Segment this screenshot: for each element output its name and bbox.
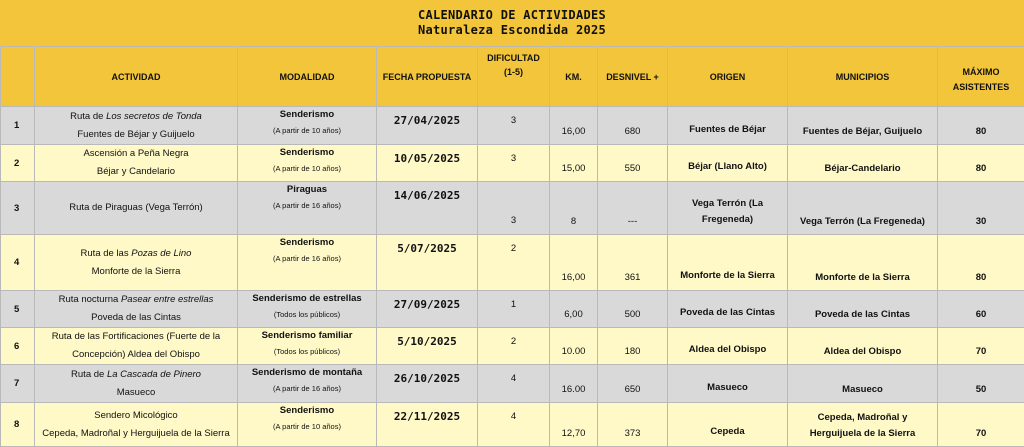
page-subtitle: Naturaleza Escondida 2025: [418, 23, 606, 38]
municipios: Aldea del Obispo: [788, 328, 938, 365]
dificultad: 4: [478, 365, 550, 403]
dificultad: 4: [478, 403, 550, 447]
table-row: [1, 365, 1024, 403]
municipios: Masueco: [788, 365, 938, 403]
municipios: Fuentes de Béjar, Guijuelo: [788, 107, 938, 145]
origen: Cepeda: [668, 403, 788, 447]
table-row: [1, 403, 1024, 447]
fecha: 27/04/2025: [377, 107, 478, 145]
maximo-asistentes: 30: [938, 182, 1024, 235]
dificultad: 3: [478, 145, 550, 182]
activity-title-text: Ruta nocturna: [59, 294, 121, 305]
origen: Fuentes de Béjar: [668, 107, 788, 145]
km: 6,00: [550, 291, 598, 328]
maximo-asistentes: 50: [938, 365, 1024, 403]
fecha: 27/09/2025: [377, 291, 478, 328]
header-origen: ORIGEN: [668, 47, 788, 107]
modalidad-age: (Todos los públicos): [241, 344, 373, 360]
header-row: [1, 47, 1024, 107]
header-maximo-label: MÁXIMO: [941, 67, 1021, 77]
activity-location: Fuentes de Béjar y Guijuelo: [38, 126, 234, 144]
origen: Aldea del Obispo: [668, 328, 788, 365]
activity-cell: [35, 291, 238, 328]
modalidad-cell: [238, 291, 377, 328]
header-desnivel: DESNIVEL +: [598, 47, 668, 107]
activity-title-text: Ruta de Piraguas (Vega Terrón): [69, 202, 202, 213]
municipios: Cepeda, Madroñal y Herguijuela de la Sierra: [788, 403, 938, 447]
activity-title-text: Ruta de las: [81, 248, 132, 259]
activity-title: [38, 291, 234, 309]
modalidad-age: (A partir de 16 años): [241, 198, 373, 214]
modalidad-age: (A partir de 16 años): [241, 251, 373, 267]
activity-cell: [35, 365, 238, 403]
activity-title-italic: Pasear entre estrellas: [121, 294, 213, 305]
km: 10.00: [550, 328, 598, 365]
activity-location: Monforte de la Sierra: [38, 263, 234, 281]
fecha: 14/06/2025: [377, 182, 478, 235]
activity-title: [38, 145, 234, 163]
modalidad: Senderismo: [241, 107, 373, 123]
activity-title-italic: Los secretos de Tonda: [106, 111, 202, 122]
header-fecha: FECHA PROPUESTA: [377, 47, 478, 107]
maximo-asistentes: 80: [938, 235, 1024, 291]
modalidad: Piraguas: [241, 182, 373, 198]
activities-table: [0, 46, 1024, 447]
title-band: [0, 0, 1024, 46]
municipios: Vega Terrón (La Fregeneda): [788, 182, 938, 235]
table-body: [1, 107, 1024, 447]
maximo-asistentes: 80: [938, 107, 1024, 145]
origen: Masueco: [668, 365, 788, 403]
origen: Béjar (Llano Alto): [668, 145, 788, 182]
maximo-asistentes: 70: [938, 403, 1024, 447]
km: 15,00: [550, 145, 598, 182]
row-number: 3: [1, 182, 35, 235]
header-maximo-label-2: ASISTENTES: [941, 82, 1021, 92]
table-row: [1, 328, 1024, 365]
origen: Monforte de la Sierra: [668, 235, 788, 291]
row-number: 7: [1, 365, 35, 403]
page-title: CALENDARIO DE ACTIVIDADES: [418, 8, 606, 23]
origen: Poveda de las Cintas: [668, 291, 788, 328]
modalidad-cell: [238, 235, 377, 291]
km: 16.00: [550, 365, 598, 403]
modalidad: Senderismo familiar: [241, 328, 373, 344]
modalidad: Senderismo: [241, 145, 373, 161]
row-number: 4: [1, 235, 35, 291]
modalidad-age: (A partir de 16 años): [241, 381, 373, 397]
row-number: 6: [1, 328, 35, 365]
header-municipios: MUNICIPIOS: [788, 47, 938, 107]
activity-title-text: Ruta de las Fortificaciones (Fuerte de la: [52, 331, 220, 342]
modalidad: Senderismo: [241, 235, 373, 251]
activity-title: [38, 245, 234, 263]
desnivel: 180: [598, 328, 668, 365]
activity-title-italic: Pozas de Lino: [131, 248, 191, 259]
fecha: 26/10/2025: [377, 365, 478, 403]
desnivel: 361: [598, 235, 668, 291]
activity-cell: [35, 235, 238, 291]
modalidad: Senderismo de montaña: [241, 365, 373, 381]
municipios: Poveda de las Cintas: [788, 291, 938, 328]
dificultad: 3: [478, 182, 550, 235]
activity-title: [38, 108, 234, 126]
maximo-asistentes: 80: [938, 145, 1024, 182]
table-row: [1, 291, 1024, 328]
municipios: Béjar-Candelario: [788, 145, 938, 182]
dificultad: 2: [478, 328, 550, 365]
desnivel: 680: [598, 107, 668, 145]
fecha: 5/07/2025: [377, 235, 478, 291]
dificultad: 3: [478, 107, 550, 145]
table-row: [1, 182, 1024, 235]
header-dificultad: [478, 47, 550, 107]
activity-title: [38, 328, 234, 346]
desnivel: ---: [598, 182, 668, 235]
fecha: 10/05/2025: [377, 145, 478, 182]
fecha: 22/11/2025: [377, 403, 478, 447]
activity-title-text: Ruta de: [70, 111, 106, 122]
activity-title: [38, 407, 234, 425]
desnivel: 650: [598, 365, 668, 403]
activity-title: [38, 199, 234, 217]
km: 16,00: [550, 235, 598, 291]
desnivel: 500: [598, 291, 668, 328]
header-km: KM.: [550, 47, 598, 107]
activity-location: Masueco: [38, 384, 234, 402]
table-row: [1, 107, 1024, 145]
modalidad-age: (A partir de 10 años): [241, 419, 373, 435]
modalidad: Senderismo de estrellas: [241, 291, 373, 307]
header-actividad: ACTIVIDAD: [35, 47, 238, 107]
activity-title-text: Ascensión a Peña Negra: [83, 148, 188, 159]
header-modalidad: MODALIDAD: [238, 47, 377, 107]
dificultad: 1: [478, 291, 550, 328]
municipios: Monforte de la Sierra: [788, 235, 938, 291]
km: 8: [550, 182, 598, 235]
activity-cell: [35, 328, 238, 365]
header-dificultad-scale: (1-5): [481, 67, 546, 77]
km: 16,00: [550, 107, 598, 145]
header-dificultad-label: DIFICULTAD: [481, 53, 546, 63]
maximo-asistentes: 60: [938, 291, 1024, 328]
modalidad-cell: [238, 328, 377, 365]
modalidad: Senderismo: [241, 403, 373, 419]
activity-title-text: Ruta de: [71, 369, 107, 380]
header-number: [1, 47, 35, 107]
modalidad-cell: [238, 107, 377, 145]
row-number: 2: [1, 145, 35, 182]
fecha: 5/10/2025: [377, 328, 478, 365]
row-number: 1: [1, 107, 35, 145]
header-maximo: [938, 47, 1024, 107]
modalidad-cell: [238, 145, 377, 182]
activity-location: Concepción) Aldea del Obispo: [38, 346, 234, 364]
modalidad-cell: [238, 365, 377, 403]
activity-location: Béjar y Candelario: [38, 163, 234, 181]
activity-location: Poveda de las Cintas: [38, 309, 234, 327]
maximo-asistentes: 70: [938, 328, 1024, 365]
km: 12,70: [550, 403, 598, 447]
desnivel: 550: [598, 145, 668, 182]
modalidad-cell: [238, 182, 377, 235]
row-number: 5: [1, 291, 35, 328]
modalidad-age: (A partir de 10 años): [241, 123, 373, 139]
row-number: 8: [1, 403, 35, 447]
activity-cell: [35, 403, 238, 447]
activity-cell: [35, 107, 238, 145]
dificultad: 2: [478, 235, 550, 291]
table-row: [1, 145, 1024, 182]
modalidad-age: (Todos los públicos): [241, 307, 373, 323]
origen: Vega Terrón (La Fregeneda): [668, 182, 788, 235]
activity-title-text: Sendero Micológico: [94, 410, 177, 421]
activity-title: [38, 366, 234, 384]
modalidad-cell: [238, 403, 377, 447]
activity-location: Cepeda, Madroñal y Herguijuela de la Sierra: [38, 425, 234, 443]
modalidad-age: (A partir de 10 años): [241, 161, 373, 177]
table-row: [1, 235, 1024, 291]
activity-title-italic: La Cascada de Pinero: [107, 369, 201, 380]
desnivel: 373: [598, 403, 668, 447]
activity-cell: [35, 145, 238, 182]
activity-cell: [35, 182, 238, 235]
